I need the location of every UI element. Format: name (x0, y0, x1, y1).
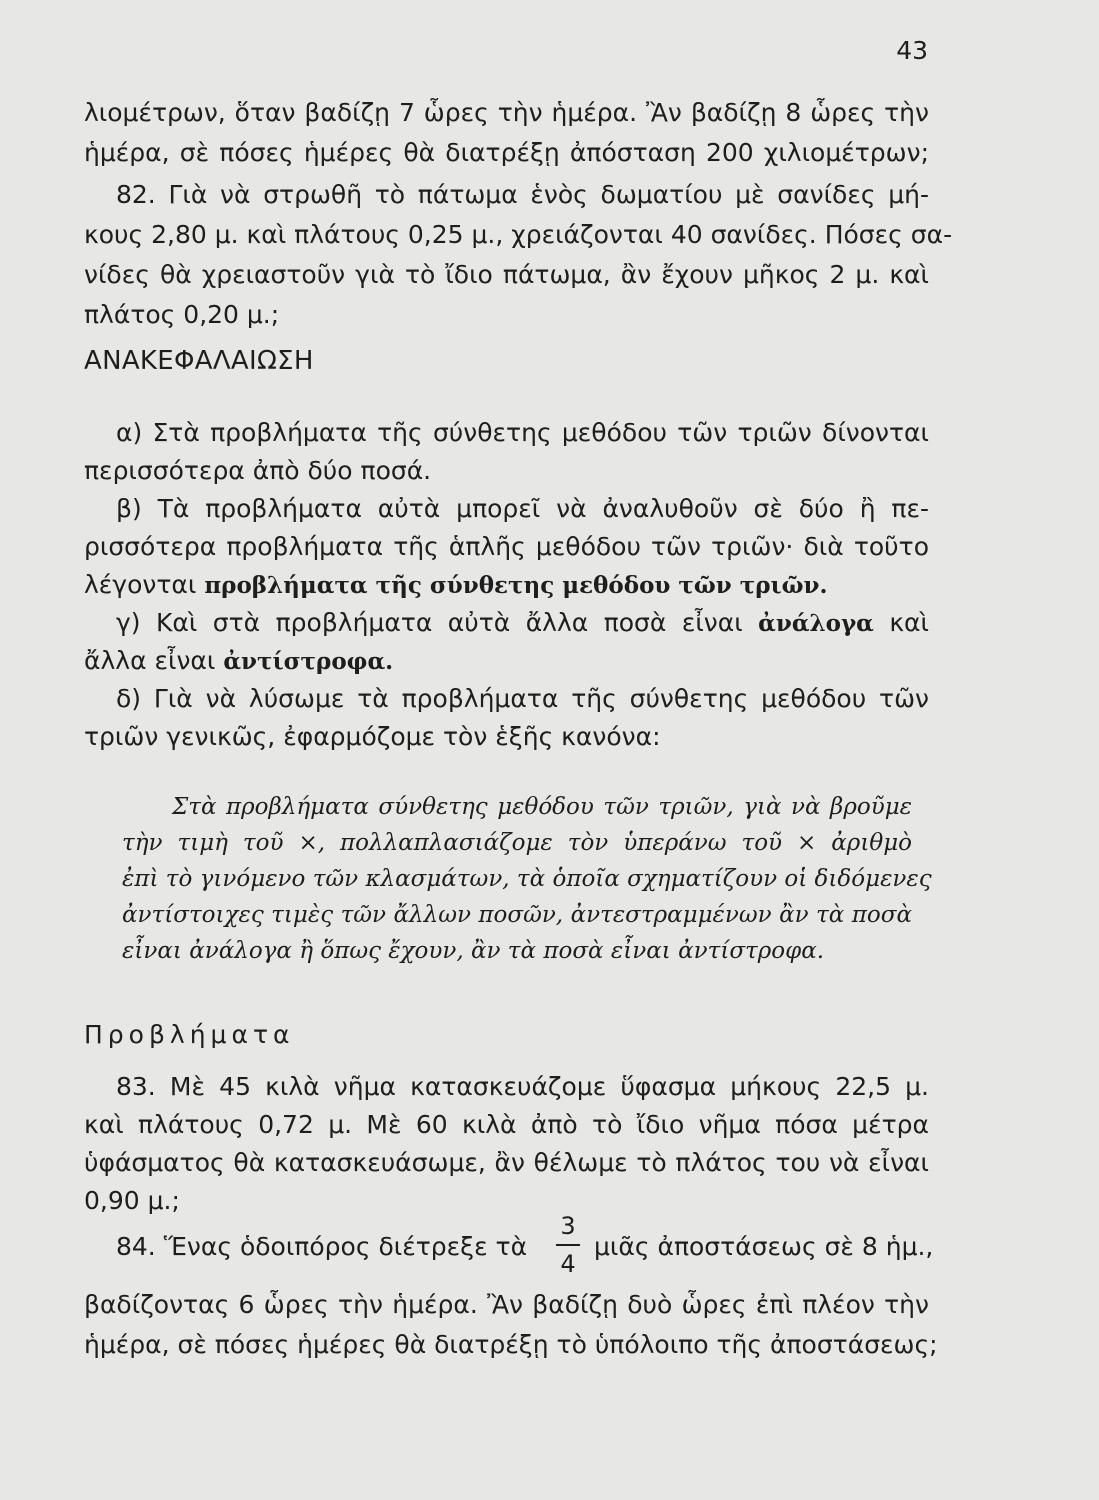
summary-b-bold-term: προβλήματα τῆς σύνθετης μεθόδου τῶν τριῶν. (204, 572, 828, 599)
summary-a-line: περισσότερα ἀπὸ δύο ποσά. (84, 456, 432, 485)
summary-d-line: δ) Γιὰ νὰ λύσωμε τὰ προβλήματα τῆς σύνθετης μεθόδου τῶν (116, 684, 929, 713)
problem-83-line: καὶ πλάτους 0,72 μ. Μὲ 60 κιλὰ ἀπὸ τὸ ἴδιο νῆμα πόσα μέτρα (84, 1110, 929, 1139)
summary-c-line (116, 610, 929, 635)
summary-c-text: ἄλλα εἶναι (84, 646, 224, 675)
rule-line: ἀντίστοιχες τιμὲς τῶν ἄλλων ποσῶν, ἀντεστραμμένων ἂν τὰ ποσὰ (122, 902, 912, 928)
problem-83-line: 83. Μὲ 45 κιλὰ νῆμα κατασκευάζομε ὕφασμα μήκους 22,5 μ. (116, 1072, 929, 1101)
text-line: λιομέτρων, ὅταν βαδίζῃ 7 ὧρες τὴν ἡμέρα. Ἂν βαδίζῃ 8 ὧρες τὴν (84, 98, 929, 127)
problems-heading: Προβλήματα (84, 1020, 295, 1049)
problem-83-line: ὑφάσματος θὰ κατασκευάσωμε, ἂν θέλωμε τὸ πλάτος του νὰ εἶναι (84, 1148, 929, 1177)
fraction-denominator: 4 (560, 1250, 576, 1278)
text-line: ἡμέρα, σὲ πόσες ἡμέρες θὰ διατρέξῃ ἀπόσταση 200 χιλιομέτρων; (84, 138, 929, 167)
rule-line: εἶναι ἀνάλογα ἢ ὅπως ἔχουν, ἂν τὰ ποσὰ εἶναι ἀντίστροφα. (122, 938, 825, 964)
summary-d-line: τριῶν γενικῶς, ἐφαρμόζομε τὸν ἑξῆς κανόνα: (84, 722, 661, 751)
rule-line: Στὰ προβλήματα σύνθετης μεθόδου τῶν τριῶν, γιὰ νὰ βροῦμε (172, 794, 912, 820)
problem-84-line: 84. Ἕνας ὁδοιπόρος διέτρεξε τὰ (116, 1232, 528, 1261)
summary-c-text: γ) Καὶ στὰ προβλήματα αὐτὰ ἄλλα ποσὰ εἶναι (116, 608, 759, 637)
problem-82-line: κους 2,80 μ. καὶ πλάτους 0,25 μ., χρειάζονται 40 σανίδες. Πόσες σα- (84, 220, 953, 249)
problem-82-line: 82. Γιὰ νὰ στρωθῆ τὸ πάτωμα ἑνὸς δωματίου μὲ σανίδες μή- (116, 180, 929, 209)
summary-c-line (84, 648, 929, 673)
summary-b-text: λέγονται (84, 570, 205, 599)
page-number: 43 (896, 36, 928, 65)
summary-b-line: β) Τὰ προβλήματα αὐτὰ μπορεῖ νὰ ἀναλυθοῦν σὲ δύο ἢ πε- (116, 494, 929, 523)
summary-b-line (84, 572, 929, 597)
summary-heading: ΑΝΑΚΕΦΑΛΑΙΩΣΗ (84, 346, 314, 376)
summary-b-line: ρισσότερα προβλήματα τῆς ἁπλῆς μεθόδου τῶν τριῶν· διὰ τοῦτο (84, 532, 929, 561)
fraction-numerator: 3 (560, 1212, 576, 1240)
fraction-bar (556, 1244, 580, 1246)
rule-line: τὴν τιμὴ τοῦ ×, πολλαπλασιάζομε τὸν ὑπεράνω τοῦ × ἀριθμὸ (122, 830, 912, 856)
rule-line: ἐπὶ τὸ γινόμενο τῶν κλασμάτων, τὰ ὁποῖα σχηματίζουν οἱ διδόμενες (122, 866, 932, 892)
summary-c-text-end: καὶ (873, 608, 929, 637)
problem-83-line: 0,90 μ.; (84, 1186, 180, 1215)
problem-82-line: νίδες θὰ χρειαστοῦν γιὰ τὸ ἴδιο πάτωμα, ἂν ἔχουν μῆκος 2 μ. καὶ (84, 260, 929, 289)
problem-84-line: βαδίζοντας 6 ὧρες τὴν ἡμέρα. Ἂν βαδίζῃ δυὸ ὧρες ἐπὶ πλέον τὴν (84, 1290, 929, 1319)
summary-c-bold-inverse: ἀντίστροφα. (223, 648, 394, 675)
problem-84-line: μιᾶς ἀποστάσεως σὲ 8 ἡμ., (594, 1232, 934, 1261)
summary-a-line: α) Στὰ προβλήματα τῆς σύνθετης μεθόδου τῶν τριῶν δίνονται (116, 418, 929, 447)
problem-84-line: ἡμέρα, σὲ πόσες ἡμέρες θὰ διατρέξῃ τὸ ὑπόλοιπο τῆς ἀποστάσεως; (84, 1330, 938, 1359)
summary-c-bold-proportional: ἀνάλογα (758, 610, 874, 637)
problem-82-line: πλάτος 0,20 μ.; (84, 300, 280, 329)
